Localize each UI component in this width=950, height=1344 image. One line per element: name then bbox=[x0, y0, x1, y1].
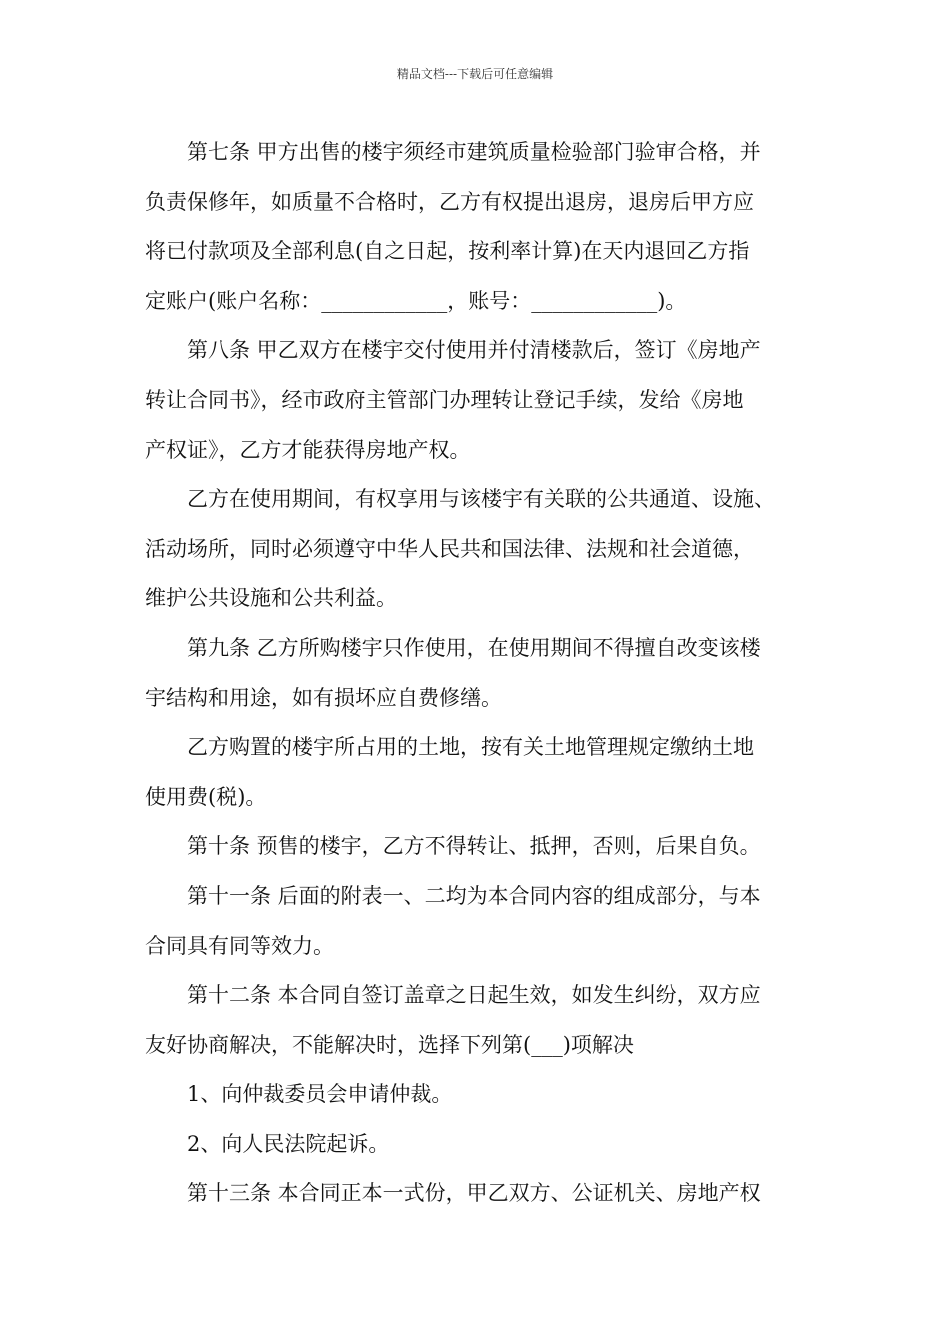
text-line: 第八条 甲乙双方在楼宇交付使用并付清楼款后，签订《房地产 bbox=[187, 338, 761, 363]
paragraph-article-8 bbox=[145, 326, 815, 475]
text-line: 第十三条 本合同正本一式份，甲乙双方、公证机关、房地产权 bbox=[187, 1181, 761, 1206]
paragraph-article-9 bbox=[145, 624, 815, 723]
paragraph-article-11 bbox=[145, 872, 815, 971]
paragraph-article-10 bbox=[145, 822, 815, 872]
text-line: 维护公共设施和公共利益。 bbox=[145, 586, 397, 611]
text-line: 产权证》，乙方才能获得房地产权。 bbox=[145, 437, 471, 462]
text-line: 1、向仲裁委员会申请仲裁。 bbox=[187, 1082, 453, 1107]
text-line: 第七条 甲方出售的楼宇须经市建筑质量检验部门验审合格，并 bbox=[187, 140, 761, 164]
paragraph-land-fee bbox=[145, 723, 815, 822]
text-line: 乙方在使用期间，有权享用与该楼宇有关联的公共通道、设施、 bbox=[187, 487, 775, 512]
text-line: 转让合同书》，经市政府主管部门办理转让登记手续，发给《房地 bbox=[145, 387, 744, 412]
paragraph-article-13 bbox=[145, 1169, 815, 1219]
paragraph-article-7 bbox=[145, 128, 815, 326]
text-line: 负责保修年，如质量不合格时，乙方有权提出退房，退房后甲方应 bbox=[145, 189, 754, 214]
text-line: 合同具有同等效力。 bbox=[145, 933, 334, 958]
text-line: 将已付款项及全部利息(自之日起，按利率计算)在天内退回乙方指 bbox=[145, 239, 750, 264]
paragraph-article-12 bbox=[145, 971, 815, 1070]
list-item-arbitration bbox=[145, 1070, 815, 1120]
paragraph-usage-rights bbox=[145, 475, 815, 624]
text-line: 第十一条 后面的附表一、二均为本合同内容的组成部分，与本 bbox=[187, 883, 761, 908]
text-line: 友好协商解决，不能解决时，选择下列第(___)项解决 bbox=[145, 1032, 634, 1057]
text-line: 活动场所，同时必须遵守中华人民共和国法律、法规和社会道德， bbox=[145, 536, 754, 561]
text-line: 第十条 预售的楼宇，乙方不得转让、抵押，否则，后果自负。 bbox=[187, 834, 761, 859]
text-line: 使用费(税)。 bbox=[145, 784, 267, 809]
document-body bbox=[145, 128, 815, 1219]
text-line: 定账户(账户名称：____________，账号：____________)。 bbox=[145, 288, 687, 313]
text-line: 乙方购置的楼宇所占用的土地，按有关土地管理规定缴纳土地 bbox=[187, 735, 754, 760]
text-line: 宇结构和用途，如有损坏应自费修缮。 bbox=[145, 685, 502, 710]
text-line: 第九条 乙方所购楼宇只作使用，在使用期间不得擅自改变该楼 bbox=[187, 635, 761, 660]
text-line: 第十二条 本合同自签订盖章之日起生效，如发生纠纷，双方应 bbox=[187, 983, 761, 1008]
page-header: 精品文档---下载后可任意编辑 bbox=[396, 67, 554, 81]
list-item-court bbox=[145, 1120, 815, 1170]
text-line: 2、向人民法院起诉。 bbox=[187, 1131, 390, 1156]
